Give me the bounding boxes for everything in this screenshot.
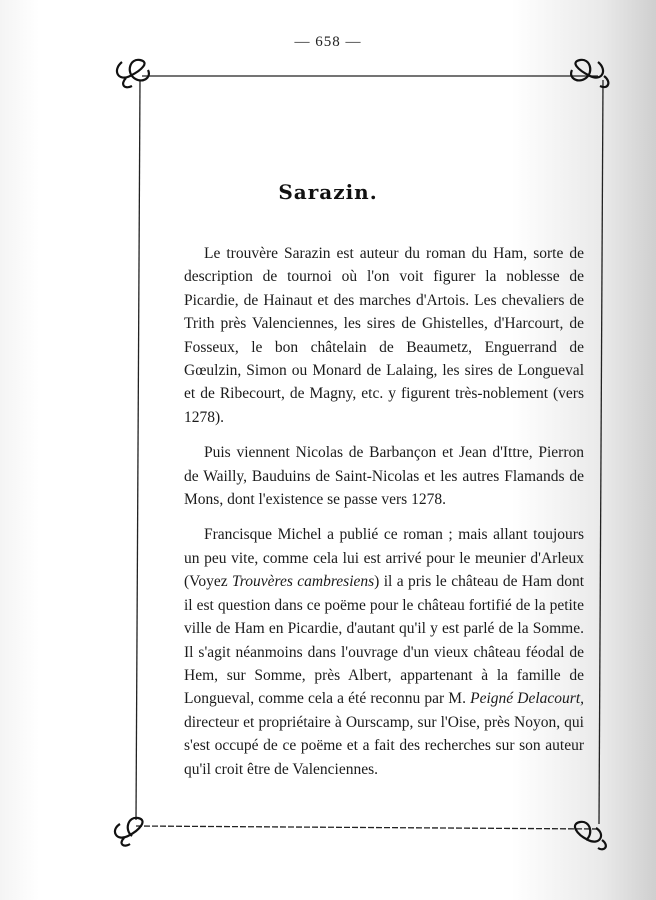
paragraph-3-part-2: ) il a pris le château de Ham dont il est question dans ce poëme pour le château fortifié de la petite ville de Ham en Picardie, d'autant qu'il y est parlé de la Somme. Il s'agit néanmoins dans l'ouvrage d'un vieux château féodal de Hem, sur Somme, près Albert, appartenant à la famille de Longueval, comme cela a été reconnu par M. bbox=[184, 573, 585, 708]
corner-flourish-icon-top-left bbox=[117, 60, 149, 87]
border-bottom-line bbox=[136, 826, 598, 829]
corner-flourish-icon-bottom-right bbox=[575, 822, 606, 849]
section-title: Sarazin. bbox=[278, 180, 378, 204]
corner-flourish-icon-bottom-left bbox=[115, 818, 143, 846]
paragraph-1: Le trouvère Sarazin est auteur du roman du Ham, sorte de description de tournoi où l'on voit figurer la noblesse de Picardie, de Hainaut et des marches d'Artois. Les chevaliers de Trith près Valenciennes, les sires de Ghistelles, d'Harcourt, de Fosseux, le bon châtelain de Beaumetz, Enguerrand de Gœulzin, Simon ou Monard de Lalaing, les sires de Longueval et de Ribecourt, de Magny, etc. y figurent très-noblement (vers 1278). bbox=[184, 245, 584, 426]
paragraph-3 bbox=[184, 523, 584, 780]
paragraph-2: Puis viennent Nicolas de Barbançon et Jean d'Ittre, Pierron de Wailly, Bauduins de Saint-Nicolas et les autres Flamands de Mons, dont l'existence se passe vers 1278. bbox=[184, 444, 584, 509]
paragraph-3-part-1: Francisque Michel a publié ce roman ; mais allant toujours un peu vite, comme cela lui est arrivé pour le meunier d'Arleux (Voyez bbox=[184, 526, 584, 591]
italic-name-peigne: Peigné Delacourt, bbox=[470, 690, 584, 708]
article-body bbox=[184, 242, 584, 793]
paragraph-3-part-3: directeur et propriétaire à Ourscamp, sur l'Oise, près Noyon, qui s'est occupé de ce poëme et a fait des recherches sur son auteur qu'il croit être de Valenciennes. bbox=[184, 713, 584, 778]
italic-title-trouveres: Trouvères cambresiens bbox=[232, 573, 375, 591]
page-number: — 658 — bbox=[294, 34, 362, 50]
